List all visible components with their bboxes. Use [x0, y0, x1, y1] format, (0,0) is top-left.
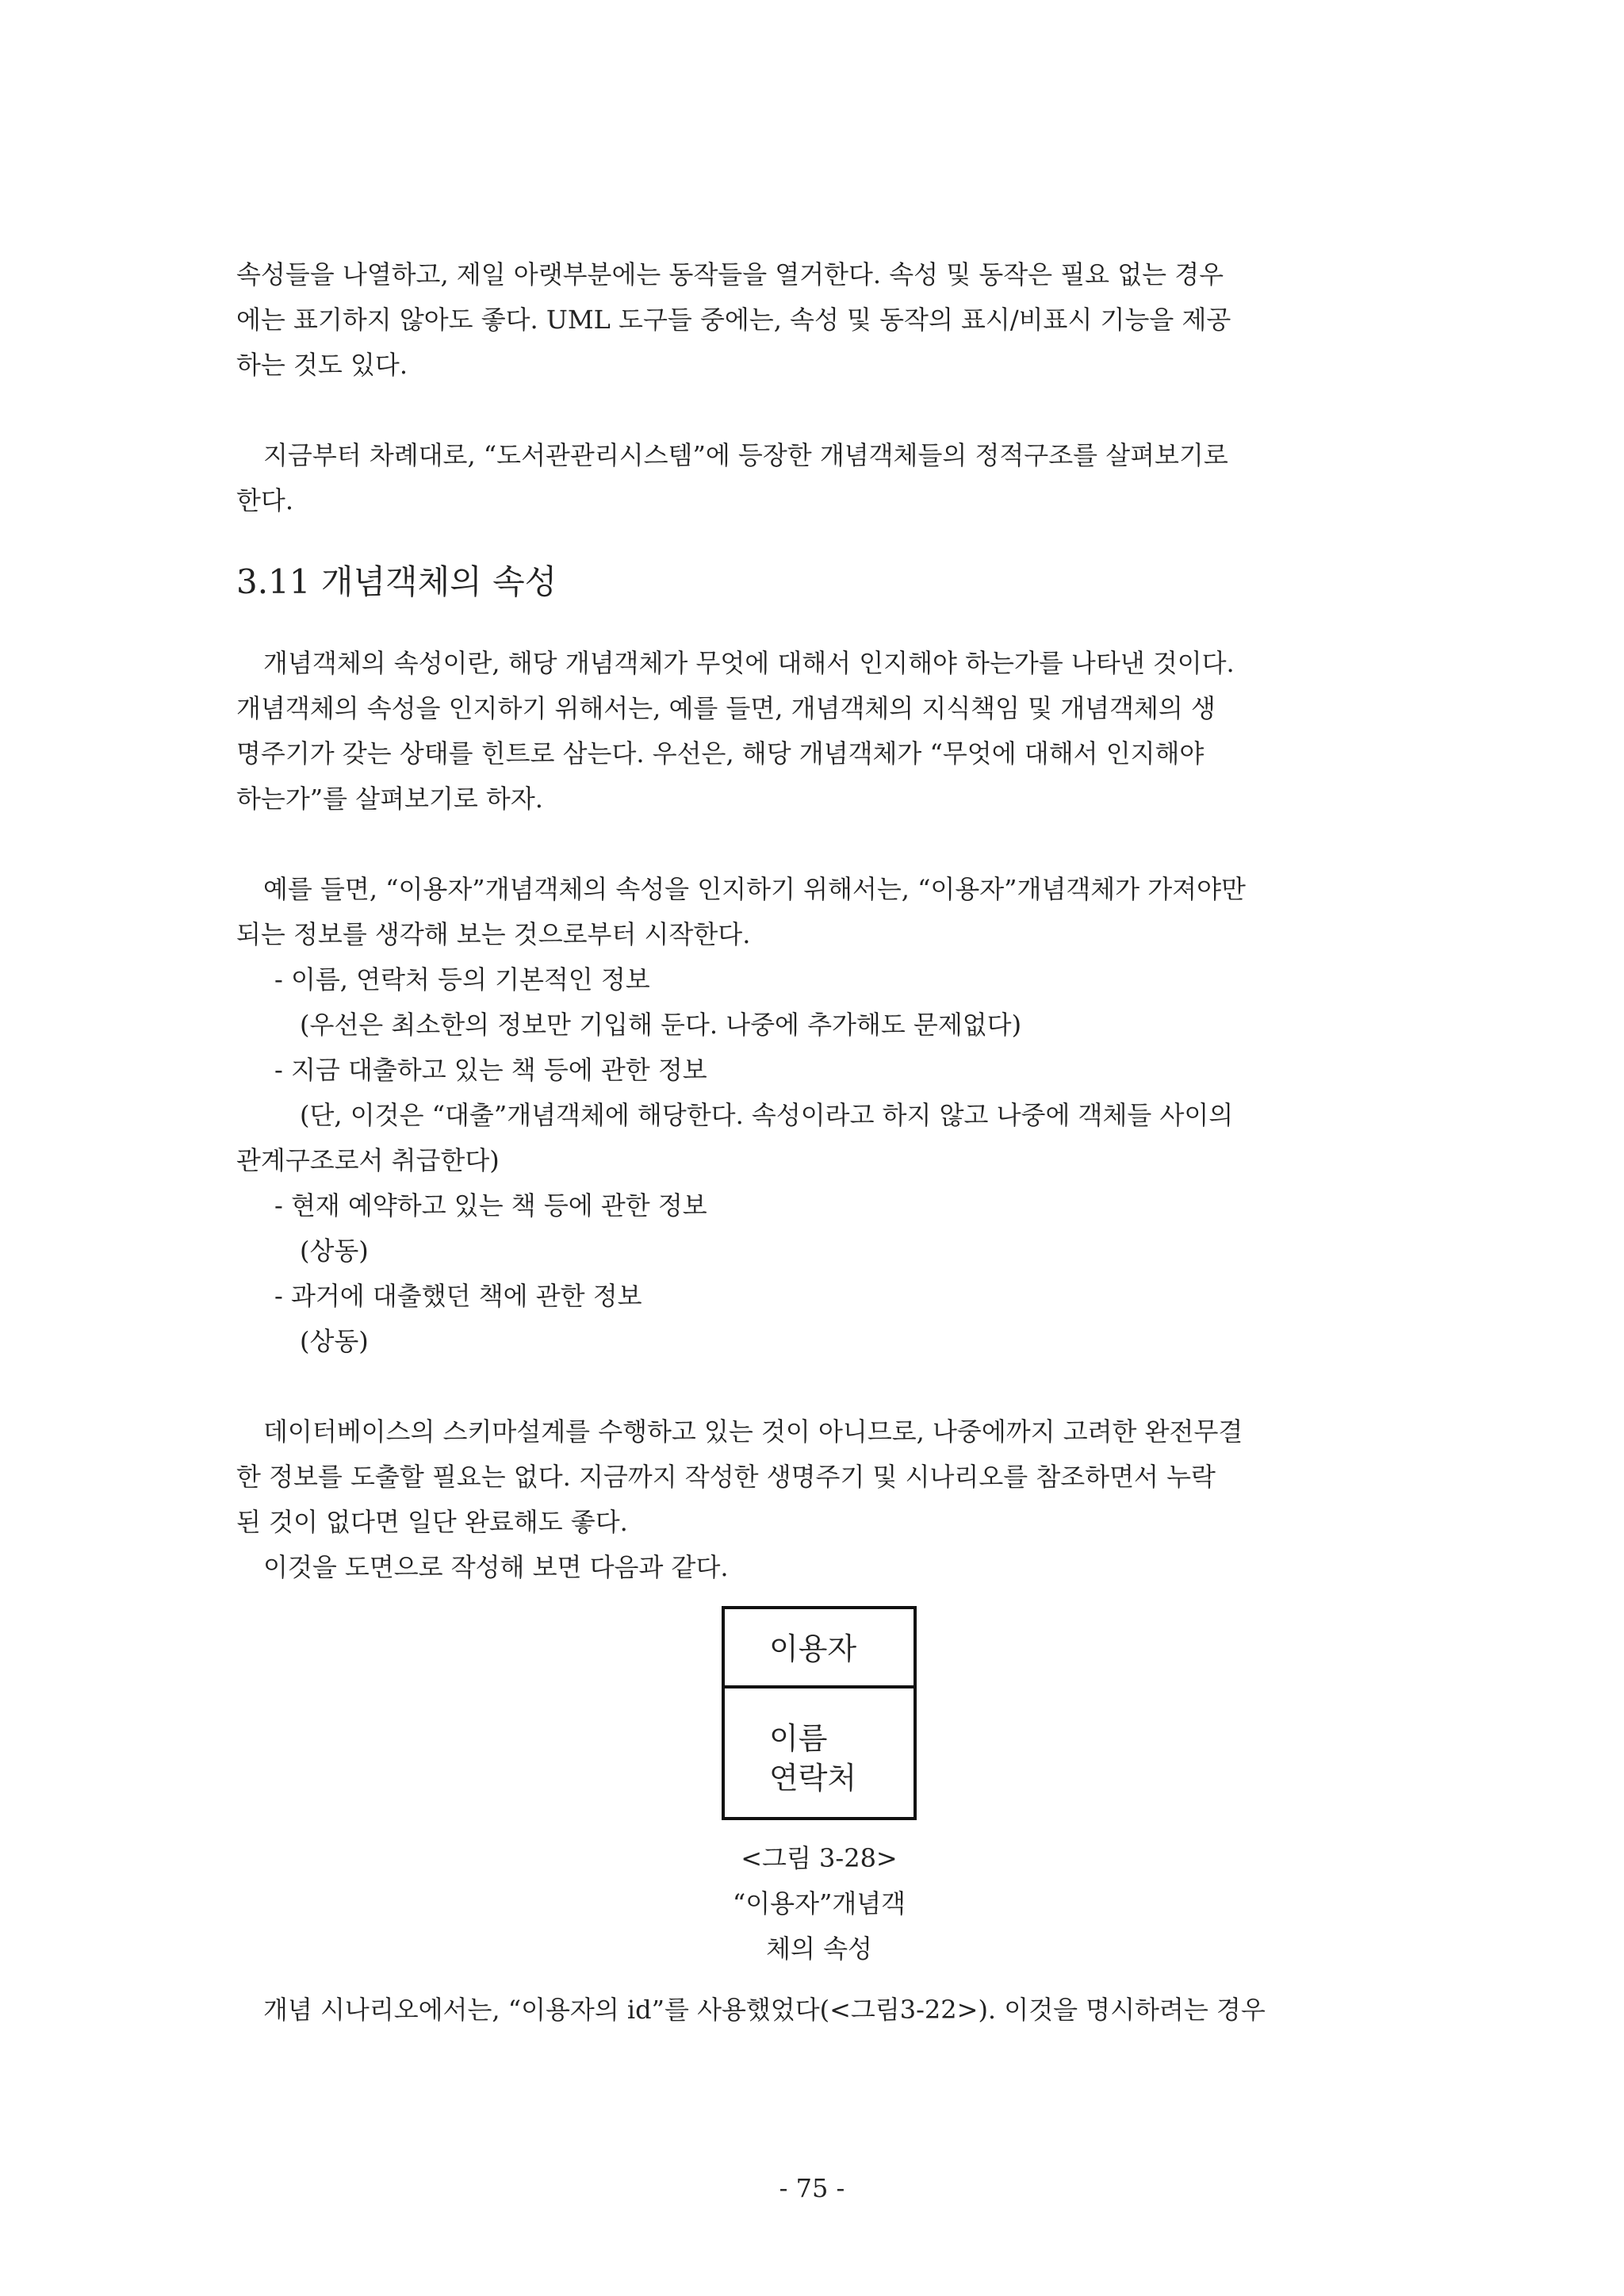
text-line: 이것을 도면으로 작성해 보면 다음과 같다.: [263, 1552, 729, 1582]
list-item-note: (상동): [300, 1236, 369, 1266]
uml-attribute: 연락처: [769, 1761, 857, 1796]
list-item-note: (우선은 최소한의 정보만 기입해 둔다. 나중에 추가해도 문제없다): [300, 1010, 1022, 1040]
uml-attribute-compartment: [725, 1688, 914, 1817]
text-line: 속성들을 나열하고, 제일 아랫부분에는 동작들을 열거한다. 속성 및 동작은 필요 없는 경우: [236, 259, 1224, 289]
list-item: - 이름, 연락처 등의 기본적인 정보: [274, 964, 650, 995]
attribute-list: [236, 957, 1402, 1364]
text-line: 데이터베이스의 스키마설계를 수행하고 있는 것이 아니므로, 나중에까지 고려한 완전무결: [263, 1416, 1243, 1447]
page-number: - 75 -: [779, 2173, 845, 2203]
lead-paragraph: [236, 433, 1402, 523]
caption-line: “이용자”개념객: [732, 1888, 906, 1918]
list-item-note: 관계구조로서 취급한다): [236, 1145, 500, 1175]
text-line: 개념객체의 속성이란, 해당 개념객체가 무엇에 대해서 인지해야 하는가를 나타낸 것이다.: [263, 648, 1235, 678]
text-line: 하는가”를 살펴보기로 하자.: [236, 784, 543, 814]
uml-figure: [236, 1606, 1402, 1972]
list-item-note: (상동): [300, 1326, 369, 1356]
list-item-note: (단, 이것은 “대출”개념객체에 해당한다. 속성이라고 하지 않고 나중에 객체들 사이의: [300, 1100, 1234, 1130]
list-item: - 지금 대출하고 있는 책 등에 관한 정보: [274, 1055, 707, 1085]
figure-caption: [733, 1836, 906, 1972]
caption-line: 체의 속성: [766, 1934, 872, 1964]
text-line: 개념객체의 속성을 인지하기 위해서는, 예를 들면, 개념객체의 지식책임 및 개념객체의 생: [236, 693, 1216, 723]
page-content: [236, 252, 1402, 2033]
section-heading: 3.11 개념객체의 속성: [236, 562, 557, 601]
text-line: 예를 들면, “이용자”개념객체의 속성을 인지하기 위해서는, “이용자”개념객체가 가져야만: [263, 874, 1246, 904]
text-line: 하는 것도 있다.: [236, 350, 408, 380]
intro-paragraph: [236, 252, 1402, 388]
body-paragraph: [236, 1409, 1402, 1590]
text-line: 한다.: [236, 485, 293, 516]
text-line: 개념 시나리오에서는, “이용자의 id”를 사용했었다(<그림3-22>). 이것을 명시하려는 경우: [263, 1995, 1266, 2025]
text-line: 지금부터 차례대로, “도서관관리시스템”에 등장한 개념객체들의 정적구조를 살펴보기로: [263, 440, 1228, 470]
uml-class-box: [722, 1606, 917, 1820]
body-paragraph: [236, 867, 1402, 957]
uml-class-name: 이용자: [725, 1609, 914, 1688]
list-item: - 현재 예약하고 있는 책 등에 관한 정보: [274, 1190, 707, 1221]
uml-attribute: 이름: [769, 1721, 828, 1756]
caption-line: <그림 3-28>: [741, 1843, 898, 1873]
text-line: 되는 정보를 생각해 보는 것으로부터 시작한다.: [236, 919, 751, 949]
text-line: 한 정보를 도출할 필요는 없다. 지금까지 작성한 생명주기 및 시나리오를 참조하면서 누락: [236, 1462, 1216, 1492]
text-line: 에는 표기하지 않아도 좋다. UML 도구들 중에는, 속성 및 동작의 표시/비표시 기능을 제공: [236, 305, 1231, 335]
text-line: 된 것이 없다면 일단 완료해도 좋다.: [236, 1507, 628, 1537]
body-paragraph: [236, 1987, 1402, 2033]
list-item: - 과거에 대출했던 책에 관한 정보: [274, 1281, 642, 1311]
text-line: 명주기가 갖는 상태를 힌트로 삼는다. 우선은, 해당 개념객체가 “무엇에 대해서 인지해야: [236, 738, 1205, 769]
body-paragraph: [236, 641, 1402, 822]
